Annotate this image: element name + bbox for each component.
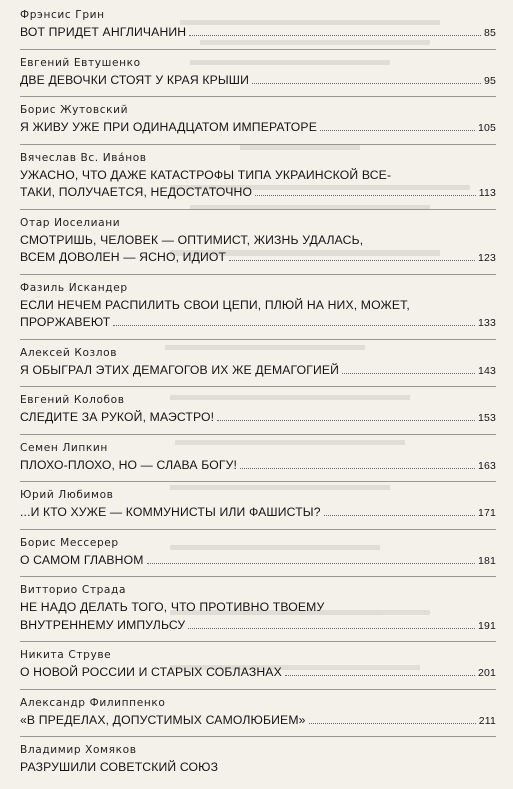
entry-title-text: СЛЕДИТЕ ЗА РУКОЙ, МАЭСТРО! [20, 410, 215, 424]
entry-title-final-line [20, 552, 496, 571]
page-number: 171 [478, 507, 496, 519]
page-number: 123 [478, 252, 496, 264]
dot-leader [240, 468, 475, 469]
entry-author: Фрэнсис Грин [20, 9, 105, 21]
entry-title-final-line [20, 504, 496, 523]
entry-title-final-line [20, 184, 496, 203]
entry-title-text: ...И КТО ХУЖЕ — КОММУНИСТЫ ИЛИ ФАШИСТЫ? [20, 505, 321, 519]
entry-title-final-line [20, 119, 496, 138]
entry-title-final-line [20, 249, 496, 268]
entry-title-final-line [20, 759, 496, 777]
toc-entry[interactable] [20, 151, 496, 210]
dot-leader [188, 628, 475, 629]
entry-title-final-line [20, 712, 496, 731]
dot-leader [252, 83, 481, 84]
entry-author: Фазиль Искандер [20, 281, 128, 294]
dot-leader [217, 420, 475, 421]
toc-entry[interactable] [20, 393, 496, 435]
entry-author: Витторио Страда [20, 584, 127, 596]
entry-title-text: РАЗРУШИЛИ СОВЕТСКИЙ СОЮЗ [20, 760, 219, 774]
entry-author: Владимир Хомяков [20, 744, 137, 756]
toc-entry[interactable] [20, 346, 496, 388]
toc-entry[interactable] [20, 583, 496, 642]
entry-author: Евгений Евтушенко [20, 56, 141, 69]
entry-title-text: Я ОБЫГРАЛ ЭТИХ ДЕМАГОГОВ ИХ ЖЕ ДЕМАГОГИЕЙ [20, 362, 340, 377]
entry-title-text: ВОТ ПРИДЕТ АНГЛИЧАНИН [20, 25, 187, 39]
page-number: 153 [478, 412, 496, 424]
entry-title-line: НЕ НАДО ДЕЛАТЬ ТОГО, ЧТО ПРОТИВНО ТВОЕМУ [20, 600, 325, 614]
dot-leader [255, 195, 476, 196]
toc-entry[interactable] [20, 696, 496, 738]
toc-entry[interactable] [20, 536, 496, 578]
entry-title-text: О НОВОЙ РОССИИ И СТАРЫХ СОБЛАЗНАХ [20, 665, 282, 679]
dot-leader [324, 515, 475, 516]
toc-entry[interactable] [20, 56, 496, 98]
entry-title-final-line [20, 457, 496, 476]
page-number: 105 [478, 122, 496, 134]
entry-title-text: Я ЖИВУ УЖЕ ПРИ ОДИНАДЦАТОМ ИМПЕРАТОРЕ [20, 120, 317, 134]
entry-title-text: «В ПРЕДЕЛАХ, ДОПУСТИМЫХ САМОЛЮБИЕМ» [20, 712, 306, 727]
entry-title-final-line [20, 314, 496, 333]
entry-title-final-line [20, 617, 496, 636]
dot-leader [320, 130, 475, 131]
page-number: 181 [478, 554, 496, 567]
page-number: 143 [478, 364, 496, 377]
entry-title-text: ВСЕМ ДОВОЛЕН — ЯСНО, ИДИОТ [20, 250, 227, 264]
page-number: 201 [478, 667, 496, 679]
dot-leader [147, 563, 475, 564]
entry-author: Юрий Любимов [20, 489, 114, 501]
entry-title-text: ДВЕ ДЕВОЧКИ СТОЯТ У КРАЯ КРЫШИ [20, 72, 250, 87]
entry-author: Алексей Козлов [20, 346, 118, 359]
page-number: 191 [478, 619, 496, 632]
entry-author: Никита Струве [20, 649, 112, 661]
entry-author: Александр Филиппенко [20, 696, 166, 709]
entry-title-line: СМОТРИШЬ, ЧЕЛОВЕК — ОПТИМИСТ, ЖИЗНЬ УДАЛАСЬ, [20, 232, 364, 247]
toc-entry[interactable] [20, 216, 496, 275]
page-number: 85 [484, 27, 496, 39]
toc-entry[interactable] [20, 743, 496, 783]
entry-author: Семен Липкин [20, 441, 108, 454]
dot-leader [229, 260, 475, 261]
dot-leader [189, 35, 481, 36]
toc-entry[interactable] [20, 8, 496, 50]
toc-entry[interactable] [20, 441, 496, 483]
entry-author: Евгений Колобов [20, 394, 125, 406]
entry-author: Отар Иоселиани [20, 216, 121, 229]
toc-entry[interactable] [20, 103, 496, 145]
page-number: 95 [484, 74, 496, 87]
toc-entry[interactable] [20, 281, 496, 340]
entry-title-final-line [20, 664, 496, 683]
entry-author: Борис Мессерер [20, 536, 119, 549]
entry-author: Вячеслав Вс. Ива́нов [20, 151, 147, 164]
entry-title-text: ТАКИ, ПОЛУЧАЕТСЯ, НЕДОСТАТОЧНО [20, 185, 253, 199]
entry-title-text: ВНУТРЕННЕМУ ИМПУЛЬСУ [20, 617, 186, 632]
dot-leader [309, 723, 476, 724]
dot-leader [342, 373, 475, 374]
page-number: 113 [478, 187, 496, 199]
entry-title-text: ПЛОХО-ПЛОХО, НО — СЛАВА БОГУ! [20, 457, 238, 472]
page-number: 163 [478, 459, 496, 472]
entry-title-text: ПРОРЖАВЕЮТ [20, 315, 111, 329]
toc-entry[interactable] [20, 648, 496, 690]
page-number: 133 [478, 317, 496, 329]
entry-title-line: УЖАСНО, ЧТО ДАЖЕ КАТАСТРОФЫ ТИПА УКРАИНСКОЙ ВСЕ- [20, 167, 392, 182]
entry-title-final-line [20, 362, 496, 381]
entry-title-final-line [20, 24, 496, 43]
table-of-contents [20, 8, 496, 789]
dot-leader [285, 675, 475, 676]
page-number: 211 [478, 714, 496, 727]
entry-title-text: О САМОМ ГЛАВНОМ [20, 552, 144, 567]
entry-author: Борис Жутовский [20, 104, 129, 116]
entry-title-line: ЕСЛИ НЕЧЕМ РАСПИЛИТЬ СВОИ ЦЕПИ, ПЛЮЙ НА НИХ, МОЖЕТ, [20, 297, 410, 312]
entry-title-final-line [20, 409, 496, 428]
toc-entry[interactable] [20, 488, 496, 530]
dot-leader [113, 325, 475, 326]
entry-title-final-line [20, 72, 496, 91]
